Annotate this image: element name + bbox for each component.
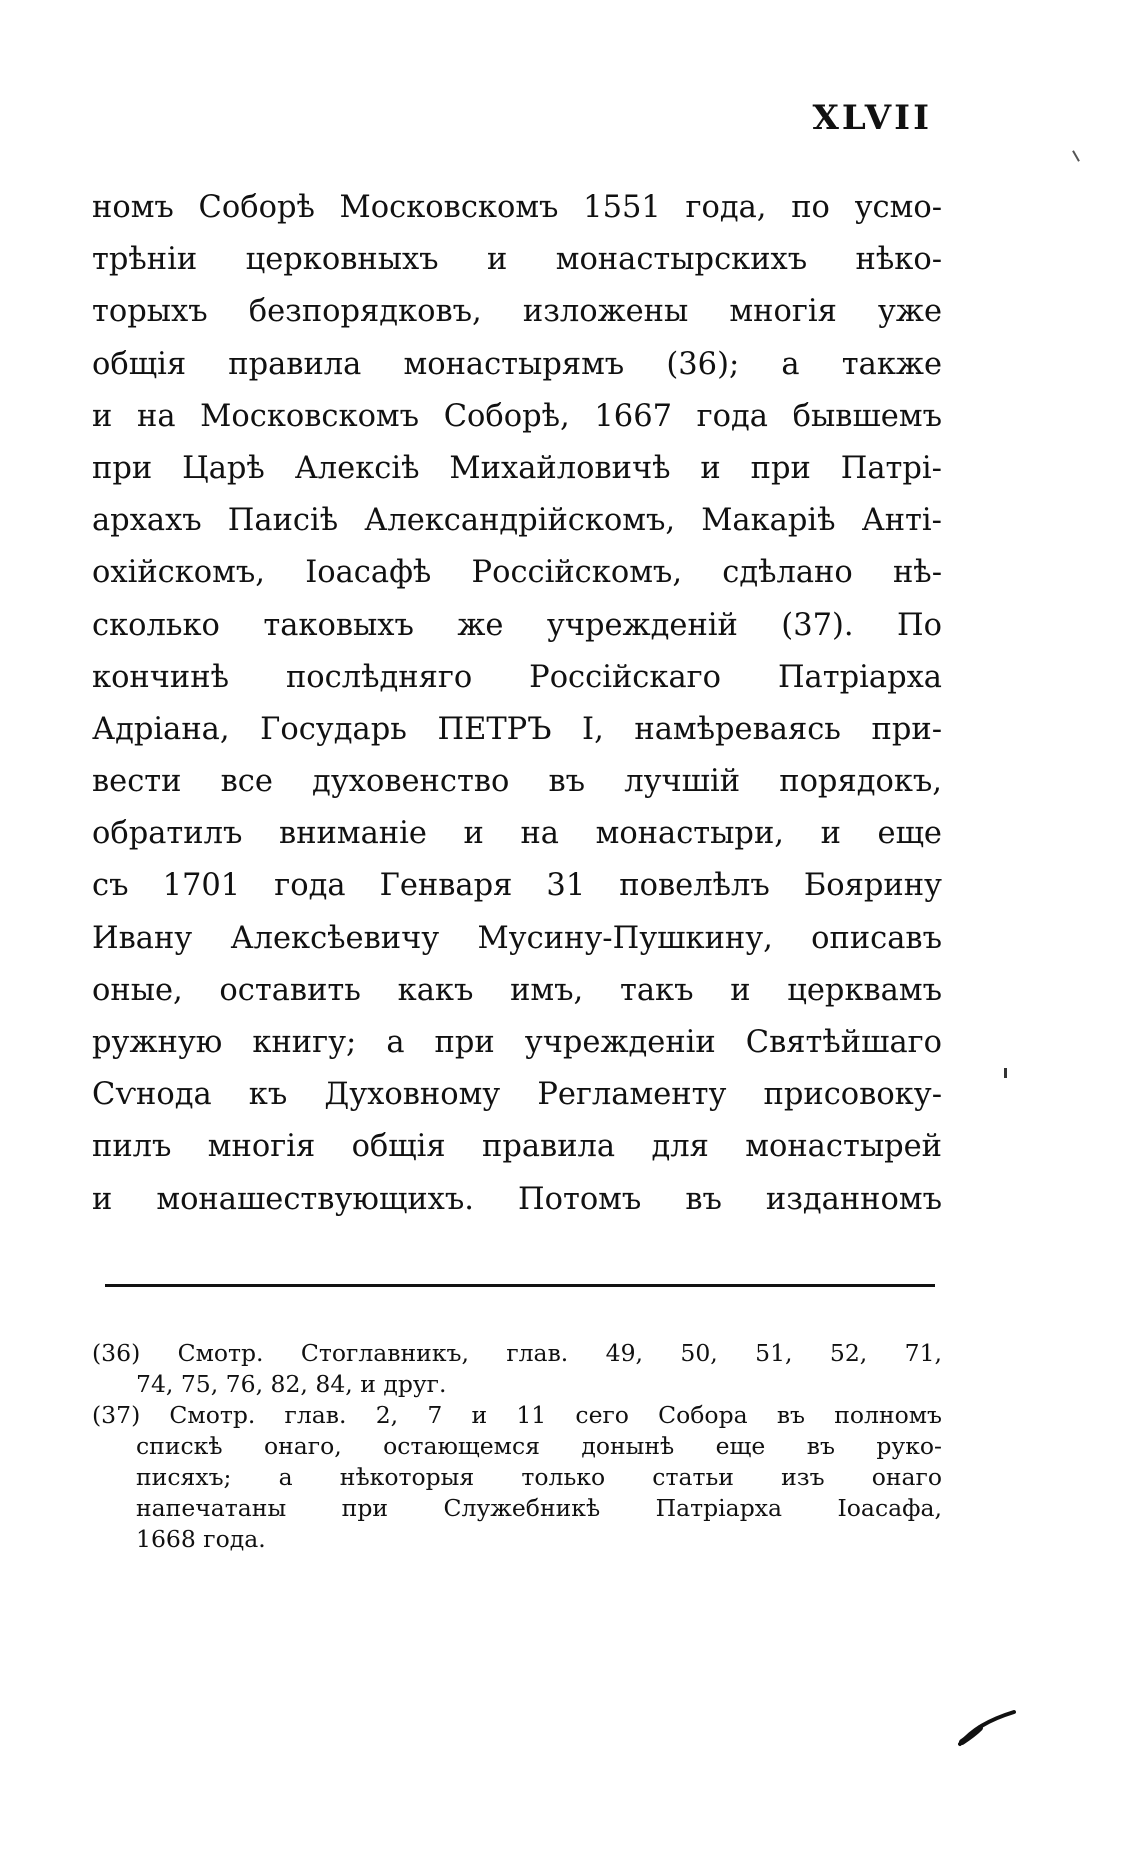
- footnote-separator-rule: [105, 1284, 935, 1287]
- text-line: кончинѣ послѣдняго Россійскаго Патріарха: [92, 659, 942, 695]
- footnote-line: напечатаны при Служебникѣ Патріарха Іоасафа,: [136, 1494, 942, 1522]
- footnote-line: спискѣ онаго, остающемся донынѣ еще въ руко-: [136, 1432, 942, 1460]
- text-line: оные, оставить какъ имъ, такъ и церквамъ: [92, 972, 942, 1008]
- text-line: трѣніи церковныхъ и монастырскихъ нѣко-: [92, 242, 942, 278]
- footnotes-block: [92, 1338, 942, 1555]
- text-line: номъ Соборѣ Московскомъ 1551 года, по усмо-: [92, 190, 942, 225]
- text-line: ружную книгу; а при учрежденіи Святѣйшаго: [92, 1025, 942, 1060]
- text-line: пилъ многія общія правила для монастырей: [92, 1129, 942, 1165]
- text-line: торыхъ безпорядковъ, изложены многія уже: [92, 294, 942, 330]
- footnote-line: (36) Смотр. Стоглавникъ, глав. 49, 50, 51, 52, 71,: [92, 1339, 942, 1367]
- text-line: вести все духовенство въ лучшій порядокъ,: [92, 764, 942, 800]
- page-number: XLVII: [812, 98, 932, 138]
- text-line: архахъ Паисіѣ Александрійскомъ, Макаріѣ Анті-: [92, 503, 942, 539]
- text-line: охійскомъ, Іоасафѣ Россійскомъ, сдѣлано нѣ-: [92, 555, 942, 591]
- text-line: общія правила монастырямъ (36); а также: [92, 346, 942, 382]
- text-line: обратилъ вниманіе и на монастыри, и еще: [92, 816, 942, 852]
- text-line: съ 1701 года Генваря 31 повелѣлъ Боярину: [92, 868, 942, 904]
- text-line: Адріана, Государь ПЕТРЪ I, намѣреваясь при-: [92, 711, 942, 747]
- footnote-line: 1668 года.: [136, 1525, 266, 1553]
- text-line: и монашествующихъ. Потомъ въ изданномъ: [92, 1181, 942, 1217]
- ink-mark: [958, 1708, 1016, 1748]
- scan-speck: [1072, 150, 1080, 161]
- main-text-block: [92, 182, 942, 1226]
- footnote-line: (37) Смотр. глав. 2, 7 и 11 сего Собора въ полномъ: [92, 1401, 942, 1429]
- text-line: при Царѣ Алексіѣ Михайловичѣ и при Патрі-: [92, 450, 942, 486]
- scan-speck: [1004, 1068, 1007, 1078]
- text-line: и на Московскомъ Соборѣ, 1667 года бывшемъ: [92, 398, 942, 434]
- footnote-line: 74, 75, 76, 82, 84, и друг.: [136, 1370, 447, 1398]
- footnote-line: писяхъ; а нѣкоторыя только статьи изъ онаго: [136, 1463, 942, 1491]
- text-line: Ивану Алексѣевичу Мусину-Пушкину, описавъ: [92, 920, 942, 956]
- text-line: Сѵнода къ Духовному Регламенту присовоку-: [92, 1077, 942, 1113]
- text-line: сколько таковыхъ же учрежденій (37). По: [92, 607, 942, 643]
